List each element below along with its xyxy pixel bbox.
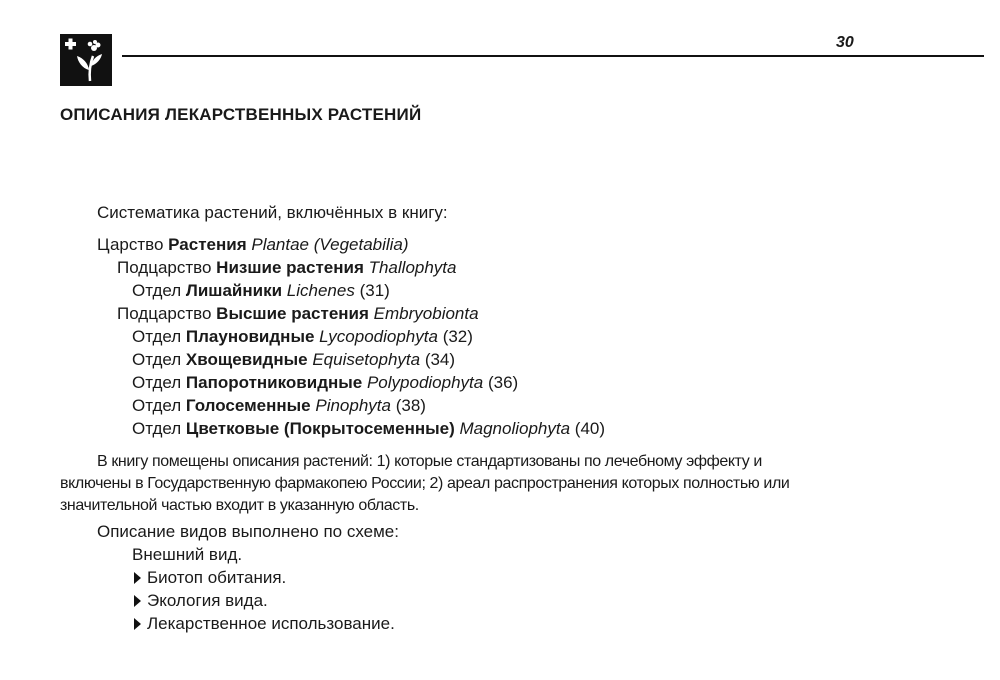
scheme-item xyxy=(132,545,242,565)
taxonomy-line xyxy=(132,396,426,416)
scheme-item-label: Биотоп обитания. xyxy=(147,568,287,587)
taxon-latin: Thallophyta xyxy=(368,258,457,277)
description-paragraph xyxy=(60,451,986,517)
taxon-name: Растения xyxy=(168,235,247,254)
paragraph-line: значительной частью входит в указанную область. xyxy=(60,497,419,514)
taxon-name: Хвощевидные xyxy=(185,350,308,369)
paragraph-line: В книгу помещены описания растений: 1) которые стандартизованы по лечебному эффекту и xyxy=(97,453,762,470)
taxonomy-line xyxy=(132,327,473,347)
taxon-latin: Pinophyta xyxy=(315,396,391,415)
triangle-bullet-icon xyxy=(134,618,141,630)
taxon-page: (36) xyxy=(487,373,519,392)
taxon-name: Низшие растения xyxy=(216,258,364,277)
taxon-latin: Equisetophyta xyxy=(312,350,421,369)
taxon-rank: Подцарство xyxy=(117,258,217,277)
taxonomy-line xyxy=(117,258,456,278)
taxon-latin: Embryobionta xyxy=(373,304,479,323)
taxon-rank: Отдел xyxy=(132,419,186,438)
taxon-rank: Отдел xyxy=(132,327,186,346)
taxon-latin: Lichenes xyxy=(286,281,355,300)
taxonomy-line xyxy=(132,350,455,370)
taxon-name: Высшие растения xyxy=(216,304,369,323)
taxonomy-line xyxy=(97,235,409,255)
triangle-bullet-icon xyxy=(134,595,141,607)
taxonomy-line xyxy=(132,373,518,393)
taxonomy-line xyxy=(132,281,390,301)
taxon-latin: Lycopodiophyta xyxy=(319,327,438,346)
taxonomy-line xyxy=(132,419,605,439)
taxon-page: (31) xyxy=(359,281,390,300)
scheme-item xyxy=(134,568,286,588)
taxonomy-intro: Систематика растений, включённых в книгу: xyxy=(97,203,448,222)
page-number: 30 xyxy=(836,34,854,51)
taxon-rank: Царство xyxy=(97,235,169,254)
scheme-item-label: Лекарственное использование. xyxy=(147,614,395,633)
taxon-latin: Plantae (Vegetabilia) xyxy=(251,235,409,254)
plant-with-cross-icon xyxy=(60,34,112,86)
taxonomy-line xyxy=(117,304,479,324)
taxon-page: (40) xyxy=(574,419,606,438)
taxon-name: Папоротниковидные xyxy=(185,373,363,392)
taxon-latin: Polypodiophyta xyxy=(366,373,484,392)
taxon-name: Лишайники xyxy=(185,281,283,300)
header-rule xyxy=(122,55,984,57)
taxon-rank: Подцарство xyxy=(117,304,217,323)
scheme-item xyxy=(134,591,268,611)
triangle-bullet-icon xyxy=(134,572,141,584)
taxon-rank: Отдел xyxy=(132,281,186,300)
taxon-rank: Отдел xyxy=(132,350,186,369)
taxon-page: (38) xyxy=(395,396,426,415)
taxon-name: Голосеменные xyxy=(185,396,311,415)
taxon-name: Цветковые (Покрытосеменные) xyxy=(185,419,455,438)
taxon-rank: Отдел xyxy=(132,373,186,392)
paragraph-line: включены в Государственную фармакопею России; 2) ареал распространения которых полностью или xyxy=(60,475,790,492)
scheme-intro: Описание видов выполнено по схеме: xyxy=(97,522,399,541)
taxon-rank: Отдел xyxy=(132,396,186,415)
scheme-item xyxy=(134,614,395,634)
taxon-latin: Magnoliophyta xyxy=(459,419,571,438)
taxon-name: Плауновидные xyxy=(185,327,315,346)
scheme-item-label: Экология вида. xyxy=(147,591,268,610)
section-title: ОПИСАНИЯ ЛЕКАРСТВЕННЫХ РАСТЕНИЙ xyxy=(60,105,422,124)
taxon-page: (32) xyxy=(442,327,473,346)
scheme-item-label: Внешний вид. xyxy=(132,545,243,564)
taxon-page: (34) xyxy=(424,350,456,369)
